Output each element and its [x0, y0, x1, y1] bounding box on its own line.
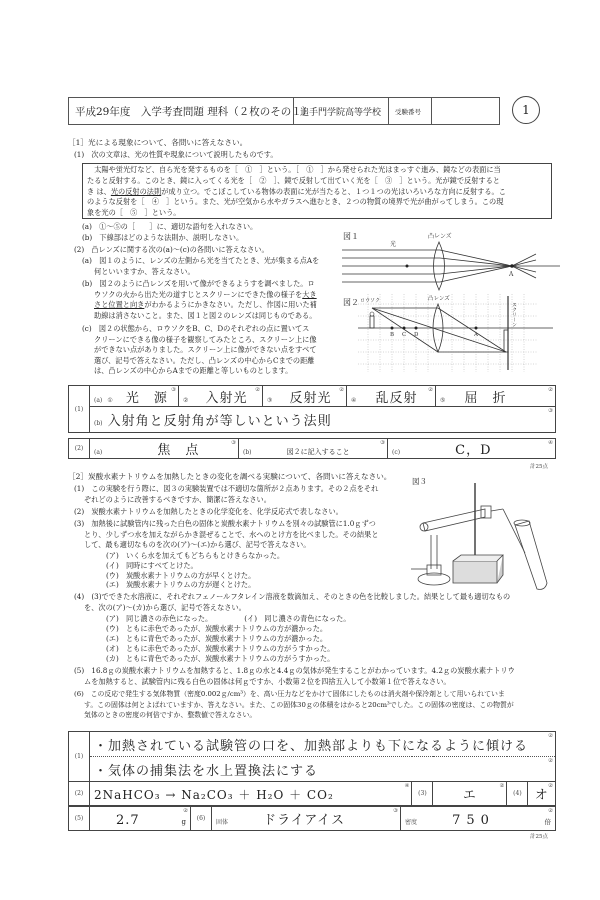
- answer-value: 焦 点: [157, 443, 200, 458]
- answer-cell-5[interactable]: [90, 807, 191, 831]
- score-mark: ②: [548, 387, 553, 393]
- q1-heading: ［1］光による現象について、各問いに答えなさい。: [68, 138, 248, 147]
- q-line: クリーンにできる像の様子を観察してみたところ、スクリーン上に像: [94, 334, 317, 344]
- answer-value: 入射光: [205, 390, 248, 406]
- answer-cell-1b[interactable]: [90, 407, 556, 433]
- answer-cell-1-2[interactable]: [90, 757, 556, 782]
- score-mark: ④: [404, 783, 410, 789]
- q-line: (4) (3)でできた水溶液に、それぞれフェノールフタレイン溶液を数滴加え、そのときの色を比較しました。結果として最も適切なもの: [74, 592, 511, 601]
- row-label: (4): [507, 782, 528, 806]
- score-mark: ②: [548, 808, 553, 814]
- option-row: [106, 614, 351, 624]
- candle: [370, 316, 374, 328]
- fig2-lens-label: 凸レンズ: [428, 296, 450, 302]
- fig3-label: 図３: [412, 477, 427, 486]
- q-text: がわかるようにかきなさい。ただし、作図に用いた補: [144, 300, 317, 310]
- item-num: ⑤: [440, 396, 446, 404]
- option-item: (ウ) 炭酸水素ナトリウムの方が早くとけた。: [106, 570, 256, 580]
- row-label: (1): [69, 732, 90, 782]
- answer-cell-3[interactable]: [433, 782, 507, 806]
- option-item: (カ) ともに青色であったが、炭酸水素ナトリウムの方がうすかった。: [106, 654, 335, 663]
- row-label: (3): [412, 782, 433, 806]
- q-text: ウソクの火から出た光の道すじとスクリーンにできた像の様子を: [94, 289, 303, 299]
- fig1-lens-label: 凸レンズ: [428, 233, 452, 240]
- row-label: (2): [69, 782, 90, 806]
- fig2-point-d: D: [414, 332, 419, 338]
- q-line: (5) 16.8ｇの炭酸水素ナトリウムを加熱すると、1.8ｇの水と4.4ｇの気体が発生することがわかっています。4.2ｇの炭酸水素ナトリウ: [74, 666, 515, 675]
- row-label: (5): [69, 807, 90, 831]
- fig1-point-a-label: A: [509, 271, 514, 278]
- q-line: して、最も適切なものを次の(ア)～(エ)から選び、記号で答えなさい。: [84, 540, 311, 550]
- score-mark: ②: [428, 387, 433, 393]
- fig1-light-label: 光: [390, 241, 397, 248]
- option-item: (エ) 炭酸水素ナトリウムの方が遅くとけた。: [106, 580, 256, 590]
- q-line: 何といいますか、答えなさい。: [94, 266, 195, 276]
- q-line: を、次の(ア)～(カ)から選び、記号で答えなさい。: [84, 602, 246, 612]
- q1-p1b: (b) 下線部はどのような法則か、説明しなさい。: [82, 233, 244, 242]
- point-b: [391, 327, 394, 330]
- q1-p1a: (a) ①～⑤の［ ］に、適切な語句を入れなさい。: [82, 222, 258, 231]
- answer-cell-6-solid[interactable]: [212, 807, 401, 831]
- underlined-text: さと位置と向き: [94, 300, 145, 310]
- fig2-candle-label: ロウソク: [360, 298, 380, 304]
- point-a: [475, 327, 478, 330]
- sub-label: (a): [94, 396, 103, 404]
- fig2-point-a: A: [474, 332, 478, 338]
- score-mark: ③: [380, 440, 385, 446]
- option-item: (オ) ともに赤色であったが、炭酸水素ナトリウムの方がうすかった。: [106, 644, 335, 653]
- sub-label: (b): [94, 420, 103, 427]
- q-line: (3) 加熱後に試験管内に残った白色の固体と炭酸水素ナトリウムを別々の試験管に1.0ｇずつ: [74, 519, 376, 528]
- answer-value: 2NaHCO₃ → Na₂CO₃ ＋ H₂O ＋ CO₂: [94, 788, 334, 802]
- stopper: [481, 506, 491, 518]
- passage-line: 太陽や蛍光灯など、自ら光を発するものを［ ① ］という。［ ① ］から発せられた光はまっすぐ進み、鏡などの表面に当: [87, 165, 501, 174]
- option-item: (ア) 同じ濃さの赤色になった。: [106, 614, 213, 623]
- option-item: (イ) 同じ濃さの青色になった。: [244, 614, 351, 623]
- answer-cell-2b[interactable]: [239, 439, 388, 459]
- q2-total-points: 計25点: [530, 834, 548, 840]
- option-item: (イ) 同時にすべてとけた。: [106, 560, 198, 570]
- q-line: (b) 図２のように凸レンズを用いて像ができるようすを調べました。ロ: [82, 279, 315, 288]
- item-num: ③: [267, 396, 273, 404]
- answer-cell-1a-2[interactable]: [179, 386, 263, 407]
- score-mark: ②: [339, 387, 344, 393]
- answer-value: 2.7: [116, 813, 140, 828]
- score-mark: ④: [548, 440, 553, 446]
- q1-p2c: [82, 324, 317, 377]
- exam-number-field[interactable]: [432, 98, 499, 124]
- fig1-label: 図１: [343, 232, 359, 241]
- q1-p2b: [82, 279, 317, 321]
- answer-cell-2c[interactable]: [388, 439, 556, 459]
- sub-label: (b): [243, 449, 252, 456]
- answer-cell-2a[interactable]: [90, 439, 239, 459]
- row-label: (2): [69, 439, 90, 459]
- answer-value: 屈 折: [464, 390, 507, 406]
- q-line: [82, 300, 317, 311]
- candle-flame: [370, 312, 374, 316]
- row-label: (6): [191, 807, 212, 831]
- q1-p1-intro: (1) 次の文章は、光の性質や現象について説明したものです。: [74, 150, 278, 159]
- q-line: とり、少しずつ水を加えながらかき混ぜることで、水へのとけ方を比べました。その結果と: [84, 529, 379, 539]
- q1-p2a: [82, 256, 319, 277]
- passage-line: のような反射を［ ④ ］という。また、光が空気から水やガラスへ進むとき、２つの物質の境界で光が曲がってしまう。この現: [87, 197, 504, 207]
- q1-passage-box: [82, 163, 552, 219]
- delivery-tube: [503, 509, 525, 553]
- score-mark: ②: [548, 758, 553, 764]
- passage-line: [87, 187, 547, 198]
- answer-value: 図２に記入すること: [286, 448, 350, 456]
- answer-cell-1a-1[interactable]: [90, 386, 179, 407]
- q-line: (6) この反応で発生する気体物質（密度0.002ｇ/cm³）を、高い圧力などをかけて固体にしたものは消火剤や保冷剤として用いられていま: [74, 690, 505, 698]
- answer-cell-1a-4[interactable]: [347, 386, 436, 407]
- point-c: [403, 327, 406, 330]
- underlined-text: 大き: [302, 289, 317, 299]
- score-mark: ②: [255, 387, 260, 393]
- point-d: [415, 327, 418, 330]
- q-line: (c) 図２の状態から、ロウソクをB、C、Dのそれぞれの点に置いてス: [82, 324, 310, 333]
- q2-answer-table-row5: [68, 806, 556, 831]
- focal-point-a: [510, 264, 514, 268]
- answer-cell-1a-3[interactable]: [263, 386, 347, 407]
- score-mark: ②: [548, 783, 553, 789]
- score-mark: ③: [548, 408, 553, 414]
- exam-header: [68, 97, 500, 125]
- q-line: ぞれどのように改善するべきですか、簡潔に答えなさい。: [84, 494, 271, 504]
- answer-cell-2[interactable]: [90, 782, 412, 806]
- exam-title: 平成29年度 入学考査問題 理科（２枚のその１）: [69, 98, 294, 124]
- q1-total-points: 計25点: [530, 464, 548, 470]
- score-mark: ②: [548, 733, 553, 739]
- answer-cell-6-density[interactable]: [401, 807, 556, 831]
- q2-p2: (2) 炭酸水素ナトリウムを加熱したときの化学変化を、化学反応式で表しなさい。: [74, 507, 343, 516]
- figure-3-apparatus: [405, 483, 555, 598]
- score-mark: ③: [393, 808, 398, 814]
- figure-2-image-diagram: [358, 292, 558, 374]
- q2-p4-options: [106, 614, 351, 664]
- fig2-point-c: C: [402, 332, 407, 338]
- q-line: は、凸レンズの中心からAまでの距離と等しいものとします。: [94, 366, 293, 376]
- answer-value: オ: [534, 788, 549, 803]
- option-item: (ア) いくら水を加えてもどちらもとけきらなかった。: [106, 551, 285, 560]
- exam-number-label: 受験番号: [389, 98, 432, 124]
- fig2-label: 図２: [343, 298, 359, 307]
- score-mark: ②: [499, 783, 505, 789]
- sub-label: 密度: [405, 819, 418, 826]
- q-line: [82, 290, 317, 301]
- passage-line: 象を光の［ ⑤ ］という。: [87, 208, 181, 218]
- q2-p3: [74, 519, 379, 551]
- item-num: ④: [351, 396, 357, 404]
- q-line: ムを加熱すると、試験管内に残る白色の固体は何ｇですか、小数第２位を四捨五入して小数第１位で答えなさい。: [84, 676, 451, 686]
- q-line: ができない点がありました。スクリーン上に像ができない点をすべて: [94, 345, 317, 355]
- q2-p1: [74, 484, 378, 505]
- item-num: ②: [183, 396, 189, 404]
- item-num: ①: [107, 396, 113, 404]
- sub-label: 固体: [216, 819, 229, 826]
- underlined-law: 光の反射の法則: [110, 186, 162, 196]
- score-mark: ②: [183, 808, 188, 814]
- q1-answer-table: [68, 385, 556, 433]
- stand-base: [453, 561, 497, 583]
- unit-label: g: [181, 818, 186, 826]
- answer-value: エ: [462, 788, 477, 803]
- answer-value: 反射光: [289, 390, 332, 406]
- answer-value: 入射角と反射角が等しいという法則: [107, 414, 332, 429]
- q2-p5: [74, 666, 515, 687]
- answer-value: ドライアイス: [263, 813, 346, 828]
- fig2-screen-label: スクリーン: [511, 302, 517, 327]
- q2-p3-options: [106, 551, 284, 590]
- score-mark: ③: [231, 440, 236, 446]
- q2-p6: [74, 689, 514, 721]
- unit-label: 倍: [544, 818, 551, 826]
- answer-value: ・気体の捕集法を水上置換法にする: [94, 763, 319, 779]
- answer-value: 乱反射: [375, 390, 418, 406]
- sub-label: (c): [392, 449, 401, 456]
- q2-heading: ［2］炭酸水素ナトリウムを加熱したときの変化を調べる実験について、各問いに答えなさい。: [68, 472, 392, 481]
- fig2-point-b: B: [390, 332, 395, 338]
- q1-p2-intro: (2) 凸レンズに関する次の(a)～(c)の各問いに答えなさい。: [74, 245, 269, 254]
- score-mark: ③: [171, 387, 176, 393]
- option-item: (エ) ともに青色であったが、炭酸水素ナトリウムの方が濃かった。: [106, 634, 328, 643]
- answer-cell-1a-5[interactable]: [436, 386, 556, 407]
- row-label: (1): [69, 386, 90, 433]
- passage-text: き は、: [87, 186, 111, 196]
- q-line: 選び、記号で答えなさい。ただし、凸レンズの中心からCまでの距離: [94, 355, 315, 365]
- passage-line: たると反射する。このとき、鏡に入ってくる光を［ ② ］、鏡で反射して出ていく光を［ ③ ］という。光が鏡で反射すると: [87, 175, 500, 185]
- option-item: (ウ) ともに赤色であったが、炭酸水素ナトリウムの方が濃かった。: [106, 624, 328, 633]
- figure-1-lens-diagram: [340, 228, 560, 298]
- answer-value: 光 源: [125, 390, 168, 406]
- school-name: 追手門学院高等学校: [294, 98, 389, 124]
- q1-answer-table-row2: [68, 438, 556, 459]
- answer-value: C，D: [455, 443, 492, 458]
- q-line: 気体のときの密度の何倍ですか、整数値で答えなさい。: [84, 711, 257, 720]
- q-line: (1) この実験を行う際に、図３の実験装置では不適切な箇所が２点あります。その２点をそれ: [74, 484, 379, 493]
- answer-value: ・加熱されている試験管の口を、加熱部よりも下になるように傾ける: [94, 738, 529, 754]
- answer-cell-1-1[interactable]: [90, 732, 556, 757]
- answer-value: 750: [452, 813, 495, 828]
- passage-text: が成り立つ。でこぼこしている物体の表面に光が当たると、１つ１つの光はいろいろな方向に反射する。こ: [161, 186, 506, 196]
- q-line: 助線は消さないこと。また、図１と図２のレンズは同じものである。: [94, 310, 317, 320]
- q-line: す。この固体は何とよばれていますか、答えなさい。また、この固体30ｇの体積をはかると20cm³でした。この固体の密度は、この物質が: [84, 700, 514, 709]
- collecting-test-tube: [515, 521, 547, 589]
- page-number: 1: [512, 96, 540, 124]
- q2-answer-table: [68, 731, 556, 806]
- answer-cell-4[interactable]: [528, 782, 556, 806]
- q-line: (a) 図１のように、レンズの左側から光を当てたとき、光が集まる点Aを: [82, 256, 320, 265]
- sub-label: (a): [94, 449, 103, 456]
